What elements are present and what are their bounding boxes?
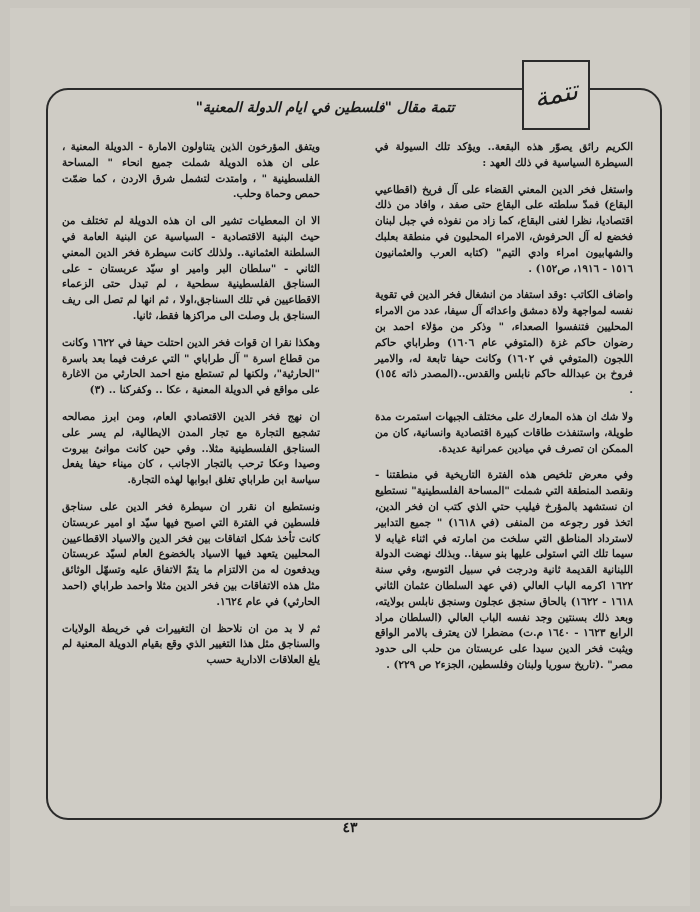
paragraph: ونستطيع ان نقرر ان سيطرة فخر الدين على سناجق فلسطين في الفترة التي اصبح فيها سيّد او امير عربستان كانت تأخذ شكل اتفاقات بين فخر الدين والاسياد الاقطاعيين المحليين يتعهد فيها الاسياد بالخضوع العام لسيّد عربستان ويدفعون له من الالتزام ما يتمّ الاتفاق عليه وتسهّل الوثائق مثل هذه الاتفاقات بين فخر الدين مثلا واحمد طراباي (احمد الحارثي) في عام ١٦٢٤.: [62, 500, 320, 608]
paragraph: وهكذا نقرا ان قوات فخر الدين احتلت حيفا في ١٦٢٢ وكانت من قطاع اسرة " آل طراباي " التي عرفت فيما بعد باسرة "الحارثية"، ولكنها لم تستطع منع احمد الحارثي من الاغارة على مواقع في الدويلة المعنية ، عكا .. وكفركنا .. (٣): [62, 336, 321, 397]
paragraph: ويتفق المؤرخون الذين يتناولون الامارة - الدويلة المعنية ، على ان هذه الدويلة شملت جميع انحاء " المساحة الفلسطينية " ، وامتدت لتشمل شرق الاردن ، كما ضمّت حمص وحماة وحلب.: [62, 141, 320, 201]
paragraph: الكريم رائق يصوّر هذه البقعة.. ويؤكد تلك السيولة في السيطرة السياسية في ذلك العهد :: [375, 141, 633, 169]
continuation-logo: [522, 60, 590, 130]
paragraph: واضاف الكاتب :وقد استفاد من انشغال فخر الدين في تقوية نفسه لمواجهة ولاة دمشق واعدائه آل سيفا، عدد من الامراء المحليين فتنفسوا الصعداء، " وذكر من مؤلاء احمد بن رضوان حاكم غزة (المتوفي عام ١٦٠٦) وطراباي حاكم اللجون (المتوفي في ١٦٠٢) وكانت حيفا تابعة له، والامير فروخ بن عبدالله حاكم نابلس والقدس..(المصدر ذاته ١٥٤) .: [375, 289, 634, 397]
paragraph: ولا شك ان هذه المعارك على مختلف الجبهات استمرت مدة طويلة، واستنفذت طاقات كبيرة اقتصادية وانسانية، كان من الممكن ان تصرف في ميادين عمرانية عديدة.: [375, 410, 633, 455]
logo-text: تتمة: [531, 75, 581, 115]
paragraph: واستغل فخر الدين المعني القضاء على آل فريخ (اقطاعيي البقاع) فمدّ سلطته على البقاع حتى صفد ، وافاد من ذلك اقتصاديا، نظرا لغنى البقاع، كما زاد من نفوذه في جبل لبنان فخضع له آل الحرفوش، الامراء المحليون في منطقة بعلبك والشهابيون امراء وادي التيم" (كتابه العرب والعثمانيون ١٥١٦ - ١٩١٦، ص١٥٢) .: [375, 183, 633, 275]
right-column: [375, 140, 633, 685]
paragraph: وفي معرض تلخيص هذه الفترة التاريخية في منطقتنا - ونقصد المنطقة التي شملت "المساحة الفلسطينية" نستطيع ان نستشهد بالمؤرخ فيليب حتي الذي كتب ان فخر الدين، اتخذ فور رجوعه من المنفى (في ١٦١٨) " جميع التدابير لاسترداد المناطق التي سلخت من امارته في اثناء غيابه لا سيما تلك التي استولى عليها بنو سيفا.. وبذلك نهضت الدولة اللبنانية القديمة ثانية ودرجت في سبيل التوسع، وفي سنة ١٦٢٢ اكرمه الباب العالي (في عهد السلطان عثمان الثاني ١٦١٨ - ١٦٢٢) بالحاق سنجق عجلون وسنجق نابلس بولايته، وبعد ذلك بسنتين وجد نفسه الباب العالي (السلطان مراد الرابع ١٦٢٣ - ١٦٤٠ م.ت) مضطرا لان يعترف بالامر الواقع ويثبت فخر الدين سيدا على عربستان من حلب الى حدود مصر" .(تاريخ سوريا ولبنان وفلسطين، الجزء٢ ص ٢٢٩) .: [375, 469, 633, 671]
article-heading: تتمة مقال "فلسطين في ايام الدولة المعنية": [195, 100, 455, 116]
paragraph: ان نهج فخر الدين الاقتصادي العام، ومن ابرز مصالحه تشجيع التجارة مع تجار المدن الايطالية، لم يسر على السناجق الفلسطينية مثلا.. وفي حين كانت موانئ بيروت وصيدا وعكا ترحب بالتجار الاجانب ، كان ميناء حيفا يفعل سياسة ابن طراباي تغلق ابوابها لهذه التجارة.: [62, 410, 320, 487]
page-number: ٤٣: [342, 820, 358, 836]
paragraph: ثم لا بد من ان نلاحظ ان التغييرات في خريطة الولايات والسناجق مثل هذا التغيير الذي وقع بقيام الدويلة المعنية لم يلغ العلاقات الادارية حسب: [62, 622, 320, 667]
paragraph: الا ان المعطيات تشير الى ان هذه الدويلة لم تختلف من حيث البنية الاقتصادية - السياسية عن البنية العامة في السلطنة العثمانية.. ولذلك كانت سيطرة فخر الدين المعني الثاني - "سلطان البر وامير او سيّد عربستان - على السناجق الفلسطينية سطحية ، لم تبدل حتى الزعماء الاقطاعيين في تلك السناجق،اولا ، ثم انها لم تصل الى ريف السناجق بل وصلت الى مراكزها فقط، ثانيا.: [62, 215, 320, 322]
left-column: [62, 140, 320, 680]
